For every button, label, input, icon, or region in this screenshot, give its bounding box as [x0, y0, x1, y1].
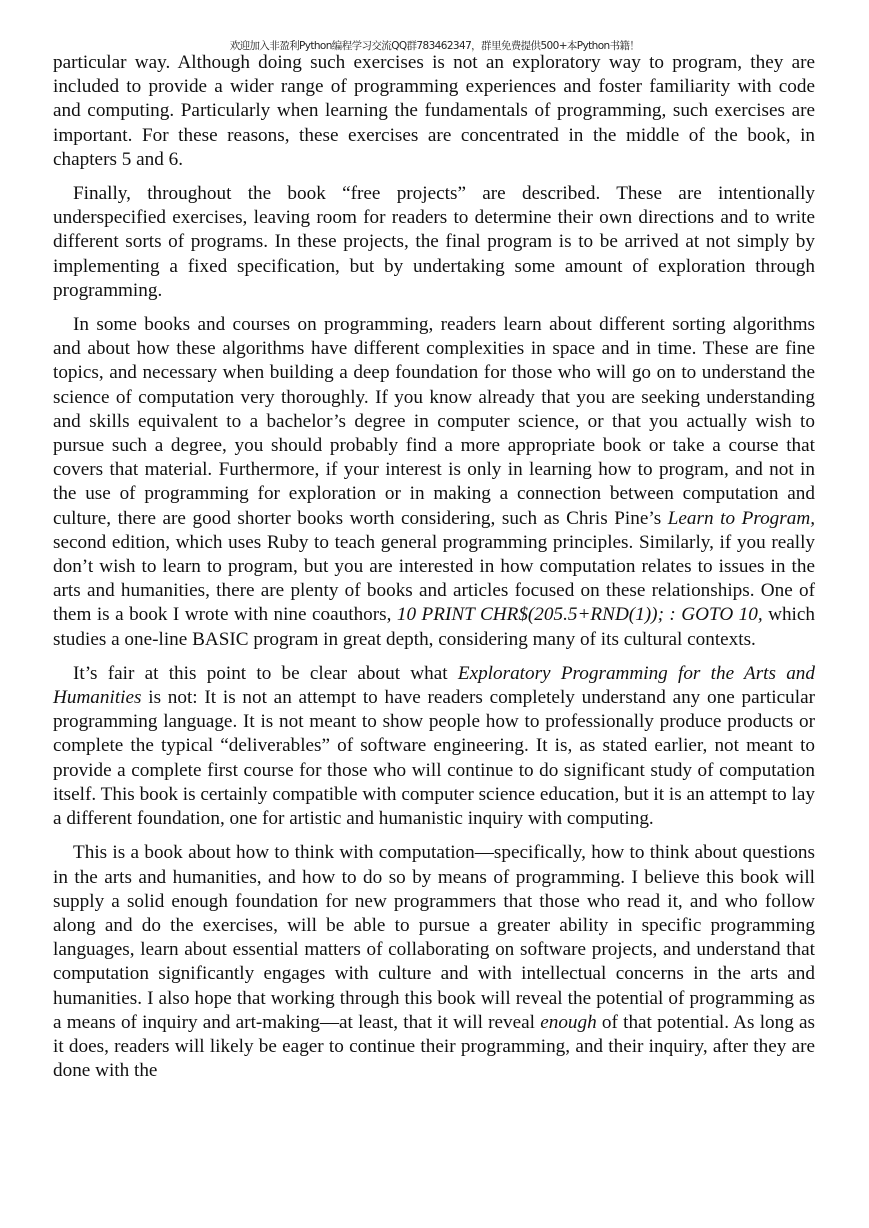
paragraph-4-text-a: It’s fair at this point to be clear about what — [73, 662, 458, 684]
emphasis-enough: enough — [540, 1011, 597, 1033]
paragraph-3-text-c: second edition, which uses Ruby to teach general programming principles. Similarly, if you really don’t wish to learn to program, but you are interested in how computation relates to issues in the arts and humanities, there are plenty of books and articles focused on these relationships. One of them is a book I wrote with nine coauthors, — [53, 531, 815, 626]
paragraph-1: particular way. Although doing such exercises is not an exploratory way to program, they are included to provide a wider range of programming experiences and foster familiarity with code and computing. Particularly when learning the fundamentals of programming, such exercises are important. For these reasons, these exercises are concentrated in the middle of the book, in chapters 5 and 6. — [53, 52, 815, 170]
book-title-10-print: 10 PRINT CHR$(205.5+RND(1)); : GOTO 10, — [396, 604, 763, 626]
paragraph-3-text-e: which studies a one-line BASIC program in great depth, considering many of its cultural contexts. — [53, 604, 815, 650]
paragraph-4 — [53, 662, 815, 831]
paragraph-4-text-c: is not: It is not an attempt to have readers completely understand any one particular programming language. It is not meant to show people how to professionally produce products or complete the typical “deliverables” of software engineering. It is, as stated earlier, not meant to provide a complete first course for those who will continue to do significant study of computation itself. This book is certainly compatible with computer science education, but it is an attempt to lay a different foundation, one for artistic and humanistic inquiry with computing. — [53, 687, 815, 830]
paragraph-2: Finally, throughout the book “free projects” are described. These are intentionally underspecified exercises, leaving room for readers to determine their own directions and to write different sorts of programs. In these projects, the final program is to be arrived at not simply by implementing a fixed specification, but by undertaking some amount of exploration through programming. — [53, 183, 815, 301]
book-title-learn-to-program: Learn to Program, — [667, 507, 815, 529]
paragraph-3-text-a: In some books and courses on programming, readers learn about different sorting algorithms and about how these algorithms have different complexities in space and in time. These are fine topics, and necessary when building a deep foundation for those who will go on to understand the science of computation very thoroughly. If you know already that you are seeking understanding and skills equivalent to a bachelor’s degree in computer science, or that you actually wish to pursue such a degree, you should probably find a more appropriate book or take a course that covers that material. Furthermore, if your interest is only in learning how to program, and not in the use of programming for exploration or in making a connection between computation and culture, there are good shorter books worth considering, such as Chris Pine’s — [53, 314, 815, 529]
paragraph-5-text-c: of that potential. As long as it does, readers will likely be eager to continue their programming, and their inquiry, after they are done with the — [53, 1011, 815, 1082]
paragraph-5-text-a: This is a book about how to think with computation—specifically, how to think about questions in the arts and humanities, and how to do so by means of programming. I believe this book will supply a solid enough foundation for new programmers that those who read it, and who follow along and do the exercises, will be able to pursue a greater ability in specific programming languages, learn about essential matters of collaborating on software projects, and understand that computation significantly engages with culture and with intellectual concerns in the arts and humanities. I also hope that working through this book will reveal the potential of programming as a means of inquiry and art-making—at least, that it will reveal — [53, 842, 815, 1033]
paragraph-3 — [53, 313, 815, 652]
book-title-exploratory-programming: Exploratory Programming for the Arts and Humanities — [53, 662, 815, 709]
paragraph-5 — [53, 841, 815, 1083]
page-body — [53, 51, 815, 1083]
watermark-banner: 欢迎加入非盈利Python编程学习交流QQ群783462347，群里免费提供500+本Python书籍！ — [229, 40, 640, 52]
